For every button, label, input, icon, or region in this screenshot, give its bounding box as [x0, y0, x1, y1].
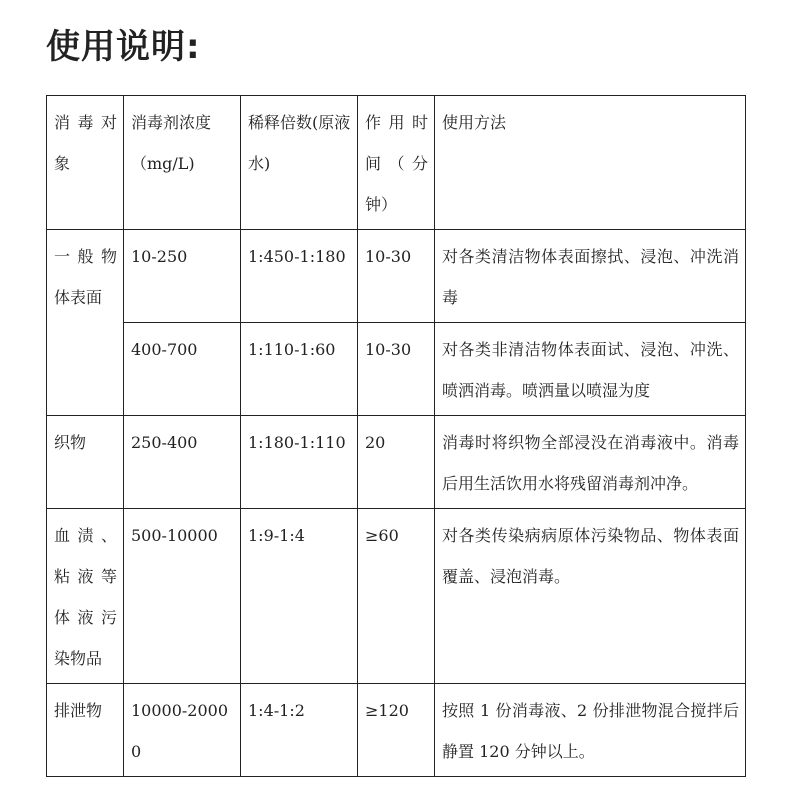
- header-dilution-ratio: 稀释倍数(原液水): [241, 96, 358, 230]
- cell-time: 20: [358, 416, 435, 509]
- cell-time: ≥60: [358, 509, 435, 684]
- header-usage-method: 使用方法: [435, 96, 746, 230]
- cell-concentration: 400-700: [124, 323, 241, 416]
- cell-method: 消毒时将织物全部浸没在消毒液中。消毒后用生活饮用水将残留消毒剂冲净。: [435, 416, 746, 509]
- table-row: [47, 509, 746, 684]
- cell-object: 排泄物: [47, 684, 124, 777]
- cell-method: 按照 1 份消毒液、2 份排泄物混合搅拌后静置 120 分钟以上。: [435, 684, 746, 777]
- cell-object: 织物: [47, 416, 124, 509]
- cell-method: 对各类非清洁物体表面试、浸泡、冲洗、喷洒消毒。喷洒量以喷湿为度: [435, 323, 746, 416]
- cell-method: 对各类传染病病原体污染物品、物体表面覆盖、浸泡消毒。: [435, 509, 746, 684]
- cell-concentration: 250-400: [124, 416, 241, 509]
- cell-object: 血渍、粘液等体液污染物品: [47, 509, 124, 684]
- cell-dilution: 1:110-1:60: [241, 323, 358, 416]
- cell-dilution: 1:4-1:2: [241, 684, 358, 777]
- cell-method: 对各类清洁物体表面擦拭、浸泡、冲洗消毒: [435, 230, 746, 323]
- cell-time: ≥120: [358, 684, 435, 777]
- cell-dilution: 1:450-1:180: [241, 230, 358, 323]
- table-header-row: [47, 96, 746, 230]
- cell-concentration: 500-10000: [124, 509, 241, 684]
- table-row: [47, 684, 746, 777]
- table-row: [47, 323, 746, 416]
- cell-time: 10-30: [358, 323, 435, 416]
- cell-concentration: 10-250: [124, 230, 241, 323]
- cell-dilution: 1:180-1:110: [241, 416, 358, 509]
- cell-dilution: 1:9-1:4: [241, 509, 358, 684]
- header-action-time: 作用时间（分钟）: [358, 96, 435, 230]
- page-title: 使用说明:: [46, 27, 201, 67]
- table-row: [47, 230, 746, 323]
- cell-object: 一般物体表面: [47, 230, 124, 416]
- cell-concentration: 10000-20000: [124, 684, 241, 777]
- header-concentration: 消毒剂浓度（mg/L): [124, 96, 241, 230]
- cell-time: 10-30: [358, 230, 435, 323]
- usage-table: [46, 95, 746, 777]
- table-row: [47, 416, 746, 509]
- header-disinfection-object: 消毒对象: [47, 96, 124, 230]
